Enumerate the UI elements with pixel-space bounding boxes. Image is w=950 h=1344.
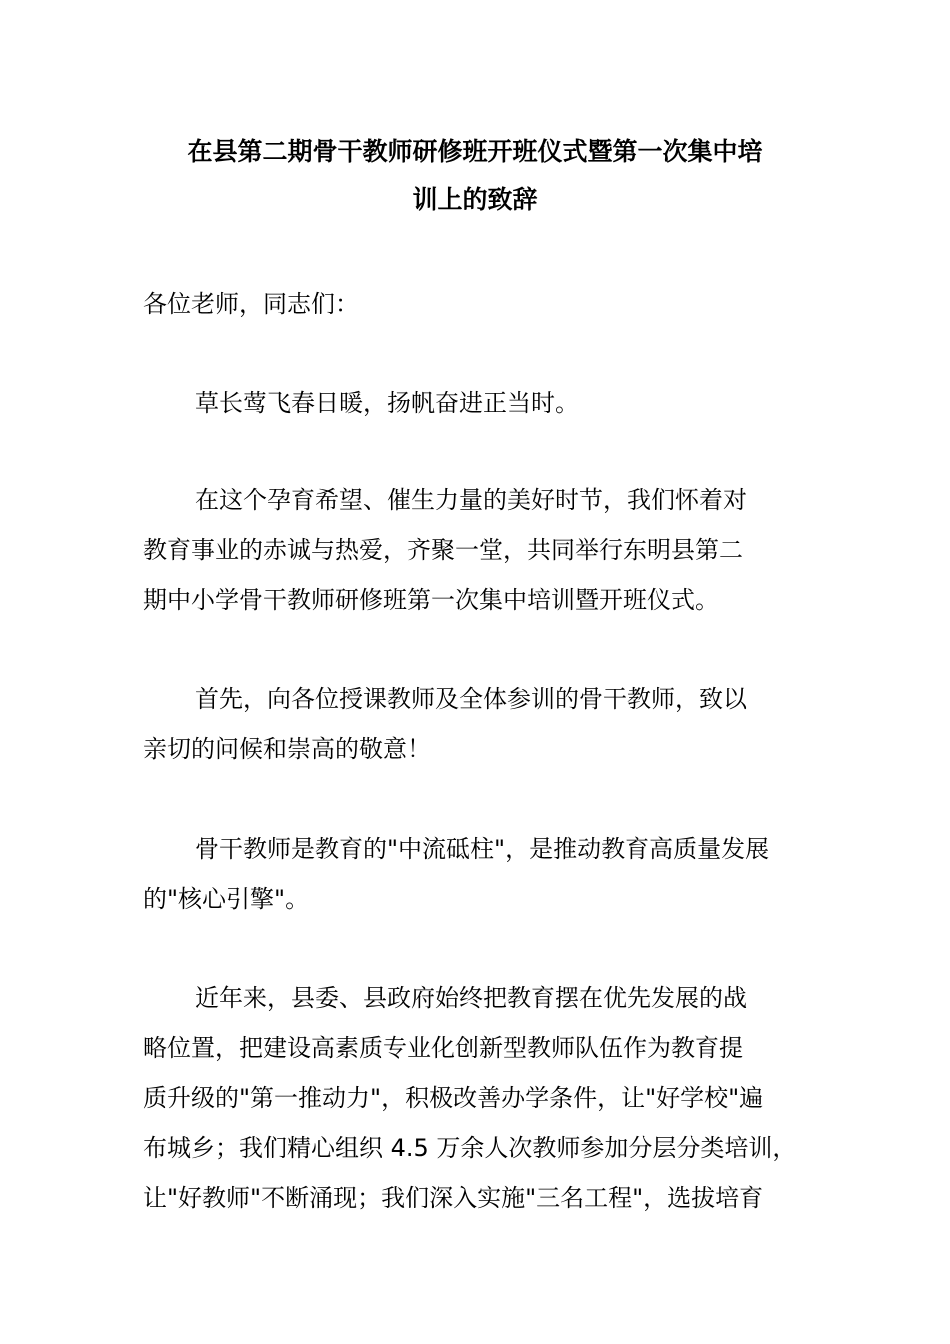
paragraph-line: 在这个孕育希望、催生力量的美好时节，我们怀着对 [195, 486, 747, 514]
paragraph-2 [143, 475, 833, 625]
paragraph-line: 教育事业的赤诚与热爱，齐聚一堂，共同举行东明县第二 [143, 536, 743, 564]
paragraph-line: 草长莺飞春日暖，扬帆奋进正当时。 [195, 389, 579, 417]
paragraph-line: 亲切的问候和崇高的敬意！ [143, 735, 431, 763]
title-line-2: 训上的致辞 [412, 185, 538, 214]
salutation: 各位老师，同志们： [143, 290, 359, 318]
document-title [143, 128, 807, 224]
paragraph-line: 期中小学骨干教师研修班第一次集中培训暨开班仪式。 [143, 586, 719, 614]
paragraph-line: 的"核心引擎"。 [143, 885, 310, 913]
paragraph-4 [143, 824, 833, 924]
paragraph-5 [143, 973, 833, 1223]
paragraph-line: 首先，向各位授课教师及全体参训的骨干教师，致以 [195, 685, 747, 713]
paragraph-line: 布城乡；我们精心组织 4.5 万余人次教师参加分层分类培训， [143, 1134, 797, 1162]
paragraph-line: 骨干教师是教育的"中流砥柱"，是推动教育高质量发展 [195, 835, 770, 863]
paragraph-3 [143, 674, 833, 774]
title-line-1: 在县第二期骨干教师研修班开班仪式暨第一次集中培 [187, 137, 763, 166]
paragraph-line: 让"好教师"不断涌现；我们深入实施"三名工程"，选拔培育 [143, 1184, 764, 1212]
paragraph-line: 略位置，把建设高素质专业化创新型教师队伍作为教育提 [143, 1034, 743, 1062]
paragraph-1 [143, 378, 833, 428]
paragraph-line: 近年来，县委、县政府始终把教育摆在优先发展的战 [195, 984, 747, 1012]
paragraph-line: 质升级的"第一推动力"，积极改善办学条件，让"好学校"遍 [143, 1084, 764, 1112]
